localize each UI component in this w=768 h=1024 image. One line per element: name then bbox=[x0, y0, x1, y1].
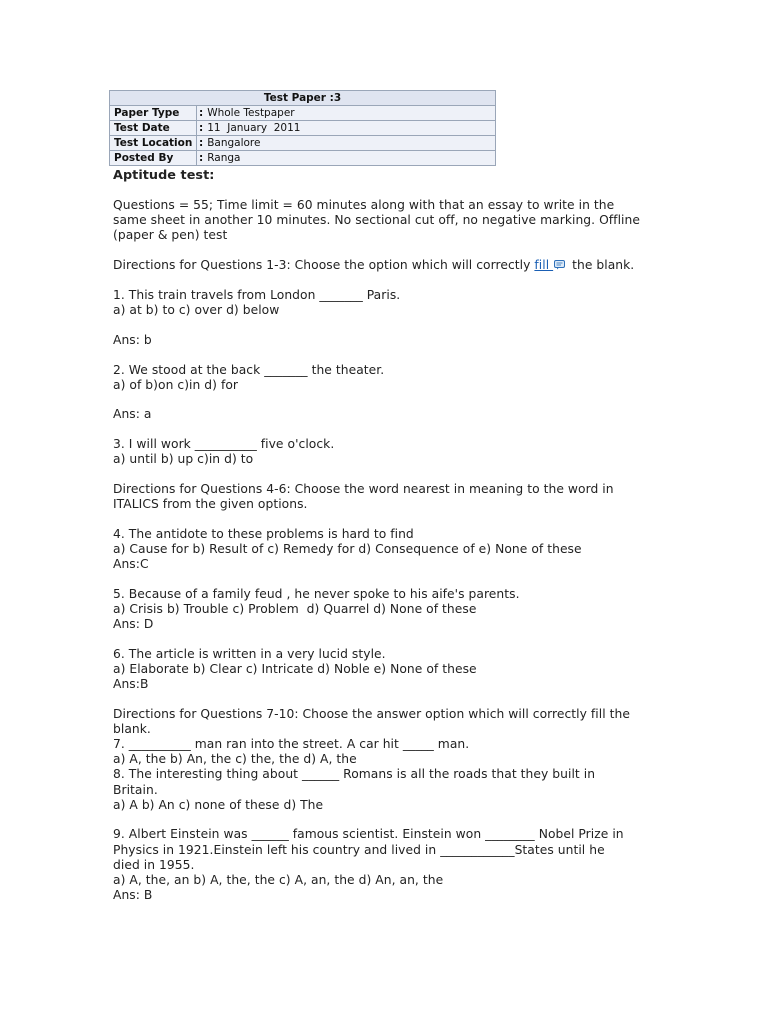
row-value: : 11 January 2011 bbox=[197, 121, 496, 136]
question: 5. Because of a family feud , he never spoke to his aife's parents. bbox=[113, 586, 520, 601]
row-key: Paper Type bbox=[110, 106, 197, 121]
table-row bbox=[110, 151, 496, 166]
intro-line: Questions = 55; Time limit = 60 minutes along with that an essay to write in the bbox=[113, 197, 615, 212]
row-value: : Bangalore bbox=[197, 136, 496, 151]
options: a) A, the, an b) A, the, the c) A, an, the d) An, an, the bbox=[113, 872, 444, 887]
row-key: Test Date bbox=[110, 121, 197, 136]
options: a) A b) An c) none of these d) The bbox=[113, 797, 324, 812]
row-value: : Whole Testpaper bbox=[197, 106, 496, 121]
table-title: Test Paper :3 bbox=[110, 91, 496, 106]
options: a) A, the b) An, the c) the, the d) A, the bbox=[113, 752, 357, 767]
question: Britain. bbox=[113, 782, 158, 797]
question: 4. The antidote to these problems is hard to find bbox=[113, 526, 414, 541]
directions: blank. bbox=[113, 721, 151, 736]
answer: Ans: b bbox=[113, 332, 152, 347]
directions: ITALICS from the given options. bbox=[113, 496, 308, 511]
answer: Ans:C bbox=[113, 556, 149, 571]
intro-line: same sheet in another 10 minutes. No sectional cut off, no negative marking. Offline bbox=[113, 212, 640, 227]
row-value: : Ranga bbox=[197, 151, 496, 166]
options: a) Cause for b) Result of c) Remedy for d) Consequence of e) None of these bbox=[113, 541, 582, 556]
ad-bubble-icon bbox=[554, 259, 565, 274]
directions: Directions for Questions 7-10: Choose the answer option which will correctly fill the bbox=[113, 706, 630, 721]
question: died in 1955. bbox=[113, 857, 195, 872]
question: 7. __________ man ran into the street. A car hit _____ man. bbox=[113, 736, 470, 751]
fill-link[interactable]: fill bbox=[534, 257, 554, 272]
answer: Ans:B bbox=[113, 676, 149, 691]
table-row bbox=[110, 121, 496, 136]
question: 3. I will work __________ five o'clock. bbox=[113, 436, 335, 451]
question: 8. The interesting thing about ______ Romans is all the roads that they built in bbox=[113, 767, 596, 782]
row-key: Posted By bbox=[110, 151, 197, 166]
question: Physics in 1921.Einstein left his country and lived in ____________States until he bbox=[113, 842, 605, 857]
test-paper-info-table bbox=[109, 90, 496, 166]
table-row bbox=[110, 106, 496, 121]
answer: Ans: D bbox=[113, 616, 154, 631]
question: 2. We stood at the back _______ the theater. bbox=[113, 362, 385, 377]
options: a) until b) up c)in d) to bbox=[113, 452, 254, 467]
options: a) Crisis b) Trouble c) Problem d) Quarrel d) None of these bbox=[113, 601, 477, 616]
options: a) of b)on c)in d) for bbox=[113, 377, 239, 392]
test-content bbox=[113, 168, 653, 903]
answer: Ans: B bbox=[113, 888, 153, 903]
question: 6. The article is written in a very lucid style. bbox=[113, 646, 386, 661]
section-heading: Aptitude test: bbox=[113, 168, 215, 183]
intro-line: (paper & pen) test bbox=[113, 228, 228, 242]
row-key: Test Location bbox=[110, 136, 197, 151]
options: a) Elaborate b) Clear c) Intricate d) Noble e) None of these bbox=[113, 661, 477, 676]
table-row bbox=[110, 136, 496, 151]
directions: Directions for Questions 4-6: Choose the word nearest in meaning to the word in bbox=[113, 481, 614, 496]
question: 9. Albert Einstein was ______ famous scientist. Einstein won ________ Nobel Prize in bbox=[113, 827, 624, 842]
options: a) at b) to c) over d) below bbox=[113, 303, 280, 318]
directions-1-3: Directions for Questions 1-3: Choose the option which will correctly fill the blank. bbox=[113, 258, 653, 274]
question: 1. This train travels from London _______ Paris. bbox=[113, 288, 401, 303]
answer: Ans: a bbox=[113, 407, 152, 422]
